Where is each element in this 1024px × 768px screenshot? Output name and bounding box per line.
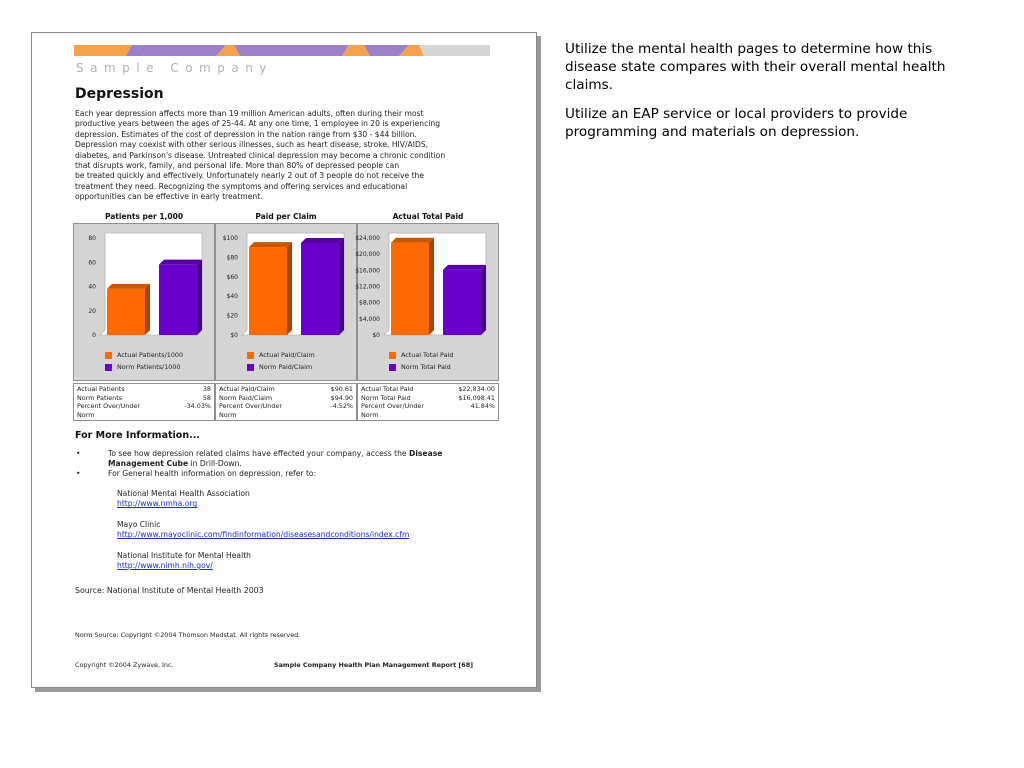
legend-swatch-actual	[105, 352, 112, 359]
stats-table	[357, 383, 499, 421]
y-tick-label: 60	[88, 259, 96, 267]
bar-top	[249, 242, 292, 247]
page-title: Depression	[75, 86, 164, 102]
stats-value: $94.90	[330, 393, 353, 402]
bar-side	[339, 238, 344, 335]
stats-row	[77, 394, 211, 403]
bar-top	[391, 238, 434, 243]
banner-segment	[234, 45, 349, 56]
reference-item	[117, 489, 409, 510]
bar-front	[159, 265, 197, 335]
bar-side	[481, 265, 486, 335]
reference-name: National Mental Health Association	[117, 489, 250, 498]
bullet-marker: •	[76, 469, 81, 478]
chart-patients-per-1000	[73, 212, 215, 421]
bullet-list	[76, 449, 496, 479]
banner-segment	[74, 45, 132, 56]
bar-top	[159, 260, 202, 265]
bar-front	[107, 289, 145, 335]
y-tick-label: 20	[88, 307, 96, 315]
stats-value: $90.61	[330, 385, 353, 393]
y-tick-label: $100	[222, 235, 238, 242]
chart-title: Paid per Claim	[255, 212, 317, 221]
bar-front	[391, 243, 429, 335]
intro-line: that disrupts work, family, and personal life. More than 80% of depressed people can	[75, 161, 400, 171]
stats-label: Actual Total Paid	[361, 385, 414, 393]
y-tick-label: $80	[226, 254, 238, 262]
stats-row	[361, 402, 495, 419]
reference-name: Mayo Clinic	[117, 519, 161, 529]
y-tick-label: 40	[88, 283, 96, 291]
chart-box	[357, 223, 499, 381]
y-tick-label: $16,000	[355, 267, 380, 275]
bullet-text: For General health information on depression, refer to:	[108, 469, 317, 478]
stats-row	[77, 402, 211, 419]
bar	[301, 238, 344, 335]
legend-label: Actual Total Paid	[401, 351, 454, 359]
company-banner	[74, 45, 490, 56]
bullet-marker: •	[76, 449, 81, 458]
chart-box	[215, 223, 357, 381]
reference-link[interactable]: http://www.mayoclinic.com/findinformation/diseasesandconditions/index.cfm	[117, 530, 410, 540]
stats-table	[215, 383, 357, 421]
stats-row	[219, 394, 353, 403]
bar	[391, 238, 434, 335]
bar-front	[443, 270, 481, 335]
section-heading: For More Information...	[75, 430, 200, 441]
stats-label: Actual Patients	[77, 385, 125, 393]
bar	[159, 260, 202, 335]
bar	[443, 265, 486, 335]
stats-row	[219, 402, 353, 419]
legend-item-norm	[247, 363, 312, 371]
intro-line: Depression may coexist with other serious illnesses, such as heart disease, stroke, HIV/AIDS,	[75, 140, 429, 150]
chart-paid-per-claim	[215, 212, 357, 421]
bar-side	[429, 238, 434, 335]
stats-label: Percent Over/Under Norm	[361, 402, 424, 419]
note-paragraph: Utilize the mental health pages to determine how this disease state compares with their overall mental health claims.	[565, 41, 946, 93]
legend-item-norm	[389, 363, 451, 371]
stats-value: 58	[202, 393, 211, 402]
intro-line: opportunities can be effective in early treatment.	[75, 192, 263, 202]
stats-row	[219, 385, 353, 394]
bullet-text: in Drill-Down.	[188, 459, 242, 468]
intro-line: Each year depression affects more than 19 million American adults, often during their most	[75, 109, 424, 118]
y-tick-label: $4,000	[359, 315, 380, 323]
y-tick-label: $8,000	[359, 299, 380, 307]
y-tick-label: $20,000	[355, 251, 380, 259]
legend-swatch-norm	[389, 364, 396, 371]
legend-label: Actual Patients/1000	[117, 351, 184, 359]
y-tick-label: $0	[230, 332, 238, 339]
bullet-item	[76, 469, 496, 479]
y-tick-label: $20	[226, 312, 238, 320]
y-tick-label: $12,000	[355, 283, 380, 291]
y-tick-label: $24,000	[355, 235, 380, 242]
intro-line: diabetes, and Parkinson's disease. Untreated clinical depression may become a chronic condition	[75, 150, 446, 160]
report-page	[31, 32, 537, 688]
stats-label: Actual Paid/Claim	[219, 385, 275, 393]
y-tick-label: $40	[226, 293, 238, 301]
bar-top	[301, 238, 344, 243]
bar-front	[249, 247, 287, 335]
bullet-item	[76, 449, 496, 469]
stats-label: Norm Patients	[77, 393, 123, 402]
legend-swatch-actual	[389, 352, 396, 359]
legend-item-actual	[105, 351, 183, 359]
copyright-note: Copyright ©2004 Zywave, Inc.	[75, 661, 174, 669]
intro-line: productive years between the ages of 25-44. At any one time, 1 employee in 20 is experiencing	[75, 119, 441, 129]
legend-item-actual	[389, 351, 453, 359]
reference-link[interactable]: http://www.nmha.org	[117, 499, 198, 509]
source-note: Source: National Institute of Mental Health 2003	[75, 586, 264, 595]
chart-title: Patients per 1,000	[104, 212, 184, 221]
y-tick-label: 80	[88, 235, 96, 242]
note-paragraph: Utilize an EAP service or local providers to provide programming and materials on depression.	[565, 106, 908, 140]
legend-label: Norm Patients/1000	[117, 363, 181, 371]
intro-line: be treated quickly and effectively. Unfortunately nearly 2 out of 3 people do not receive the	[75, 171, 425, 181]
stats-label: Norm Total Paid	[361, 393, 411, 402]
legend-label: Norm Total Paid	[401, 363, 451, 371]
legend-swatch-actual	[247, 352, 254, 359]
y-tick-label: 0	[92, 332, 96, 339]
reference-item	[117, 551, 409, 572]
stats-row	[77, 385, 211, 394]
stats-value: $16,098.41	[458, 393, 495, 402]
banner-segment	[419, 45, 490, 56]
bar-side	[197, 260, 202, 335]
legend-swatch-norm	[105, 364, 112, 371]
stats-value: 38	[202, 385, 211, 393]
legend-swatch-norm	[247, 364, 254, 371]
stats-row	[361, 385, 495, 394]
y-tick-label: $0	[372, 332, 380, 339]
company-name: Sample Company	[76, 61, 273, 75]
stats-label: Percent Over/Under Norm	[219, 402, 282, 419]
reference-name: National Institute for Mental Health	[117, 550, 251, 560]
bar-side	[287, 242, 292, 335]
bar-front	[301, 243, 339, 335]
y-tick-label: $60	[226, 273, 238, 281]
chart-box	[73, 223, 215, 381]
bullet-bold-text: Disease Management Cube	[108, 449, 443, 468]
stats-value: -4.52%	[330, 402, 353, 411]
chart-title: Actual Total Paid	[392, 212, 464, 221]
stats-table	[73, 383, 215, 421]
bar-side	[145, 284, 150, 335]
bar	[249, 242, 292, 335]
report-reference: Sample Company Health Plan Management Report [68]	[274, 661, 474, 669]
legend-label: Actual Paid/Claim	[259, 351, 315, 359]
reference-link[interactable]: http://www.nimh.nih.gov/	[117, 561, 213, 571]
stats-row	[361, 394, 495, 403]
intro-paragraph	[75, 109, 493, 203]
legend-item-actual	[247, 351, 315, 359]
stats-label: Norm Paid/Claim	[219, 393, 273, 402]
stats-value: 41.84%	[470, 402, 495, 411]
reference-list	[117, 489, 409, 581]
bullet-text: To see how depression related claims have effected your company, access the	[108, 449, 410, 458]
norm-source-note: Norm Source: Copyright ©2004 Thomson Medstat. All rights reserved.	[75, 631, 301, 639]
stats-label: Percent Over/Under Norm	[77, 402, 140, 419]
reference-item	[117, 520, 409, 541]
bar-top	[443, 265, 486, 270]
stats-value: -34.03%	[184, 402, 211, 411]
slide-notes	[565, 40, 985, 152]
banner-segment	[136, 45, 226, 56]
intro-line: treatment they need. Recognizing the symptoms and offering services and educational	[75, 181, 408, 191]
legend-label: Norm Paid/Claim	[259, 363, 313, 371]
chart-actual-total-paid	[357, 212, 499, 421]
intro-line: depression. Estimates of the cost of depression in the nation range from $30 - $44 billion.	[75, 129, 417, 139]
bar	[107, 284, 150, 335]
stats-value: $22,834.00	[458, 385, 495, 393]
legend-item-norm	[105, 363, 180, 371]
bar-top	[107, 284, 150, 289]
